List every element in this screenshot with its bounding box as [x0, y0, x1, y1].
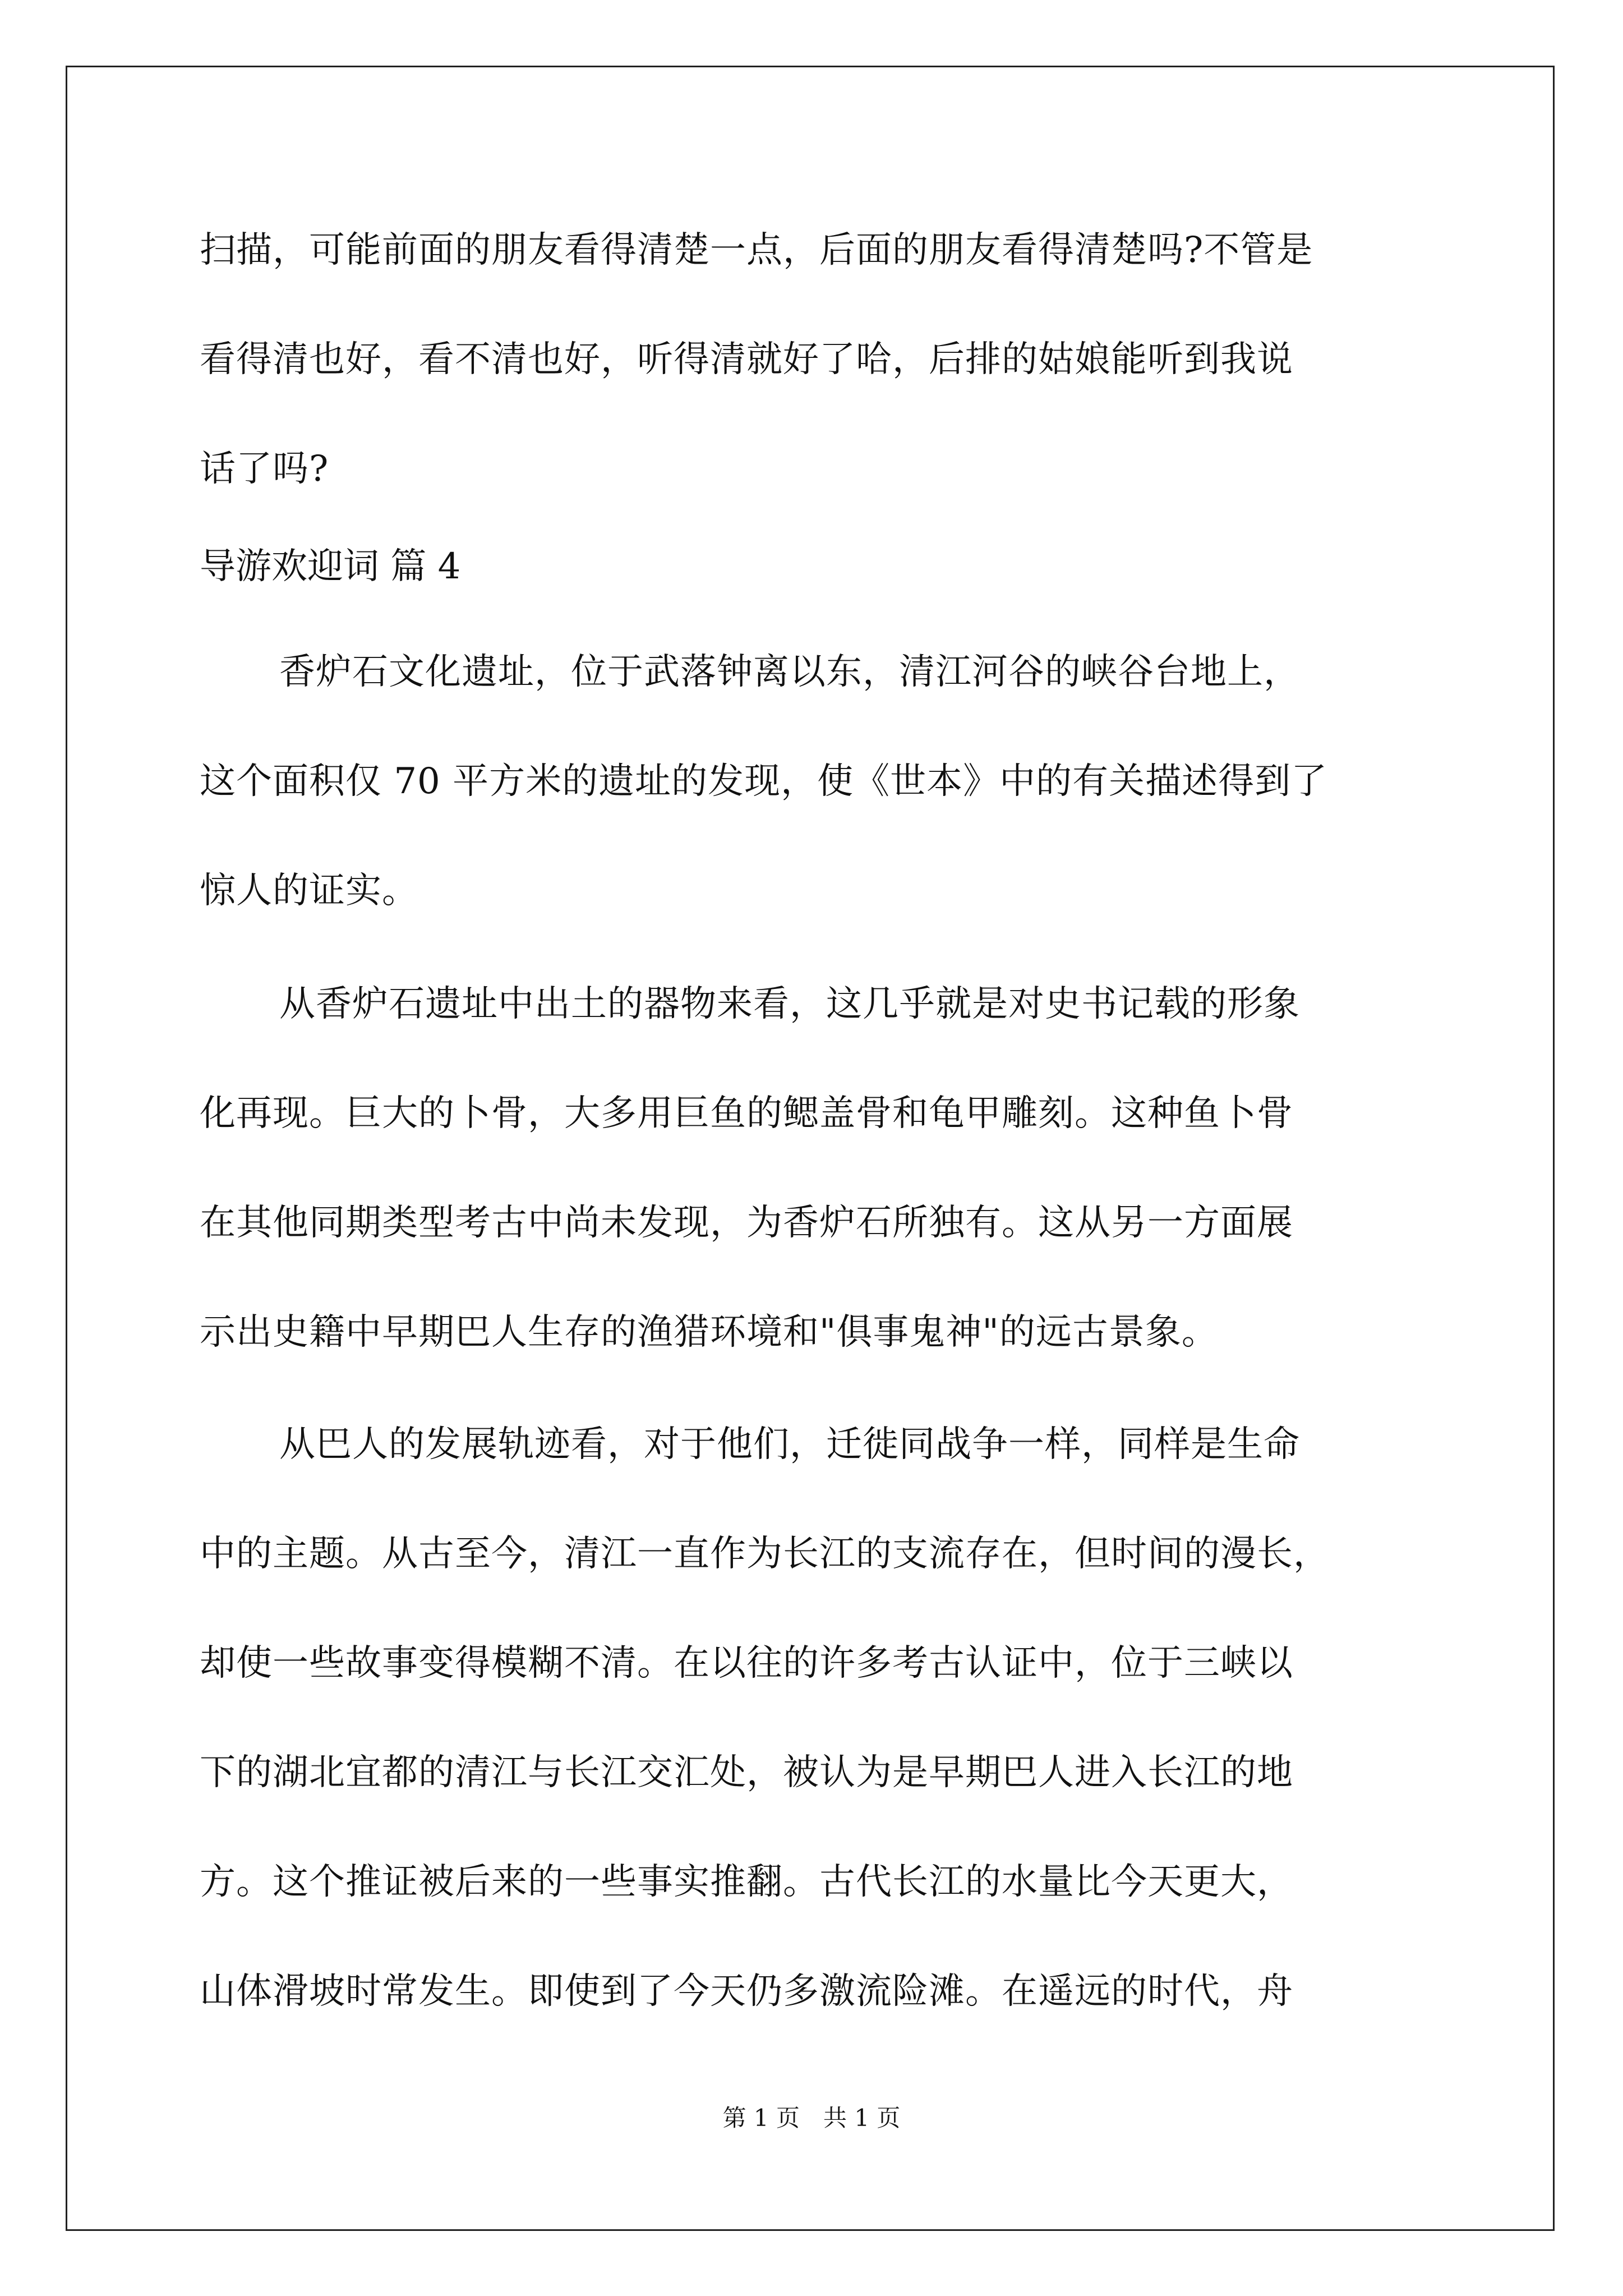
page-footer: 第 1 页 共 1 页 [722, 2104, 901, 2132]
paragraph-line: 这个面积仅 70 平方米的遗址的发现，使《世本》中的有关描述得到了 [200, 761, 1328, 802]
paragraph-line: 在其他同期类型考古中尚未发现，为香炉石所独有。这从另一方面展 [200, 1202, 1293, 1244]
paragraph-line: 化再现。巨大的卜骨，大多用巨鱼的鳃盖骨和龟甲雕刻。这种鱼卜骨 [200, 1093, 1293, 1134]
page-border [66, 66, 1555, 2231]
paragraph-line: 中的主题。从古至今，清江一直作为长江的支流存在，但时间的漫长， [200, 1533, 1330, 1575]
paragraph-line: 从巴人的发展轨迹看，对于他们，迁徙同战争一样，同样是生命 [279, 1424, 1300, 1465]
section-heading: 导游欢迎词 篇 4 [200, 546, 461, 587]
paragraph-line: 方。这个推证被后来的一些事实推翻。古代长江的水量比今天更大， [200, 1861, 1293, 1903]
paragraph-line: 却使一些故事变得模糊不清。在以往的许多考古认证中，位于三峡以 [200, 1642, 1293, 1684]
paragraph-line: 下的湖北宜都的清江与长江交汇处，被认为是早期巴人进入长江的地 [200, 1752, 1293, 1793]
paragraph-line: 示出史籍中早期巴人生存的渔猎环境和"俱事鬼神"的远古景象。 [200, 1312, 1218, 1353]
paragraph-line: 惊人的证实。 [200, 870, 418, 912]
paragraph-line: 从香炉石遗址中出土的器物来看，这几乎就是对史书记载的形象 [279, 983, 1300, 1025]
text-line: 话了吗? [200, 448, 329, 490]
text-line: 扫描，可能前面的朋友看得清楚一点，后面的朋友看得清楚吗?不管是 [200, 229, 1313, 271]
paragraph-line: 香炉石文化遗址，位于武落钟离以东，清江河谷的峡谷台地上， [279, 651, 1300, 693]
paragraph-line: 山体滑坡时常发生。即使到了今天仍多激流险滩。在遥远的时代，舟 [200, 1971, 1293, 2012]
text-line: 看得清也好，看不清也好，听得清就好了哈，后排的姑娘能听到我说 [200, 339, 1293, 380]
